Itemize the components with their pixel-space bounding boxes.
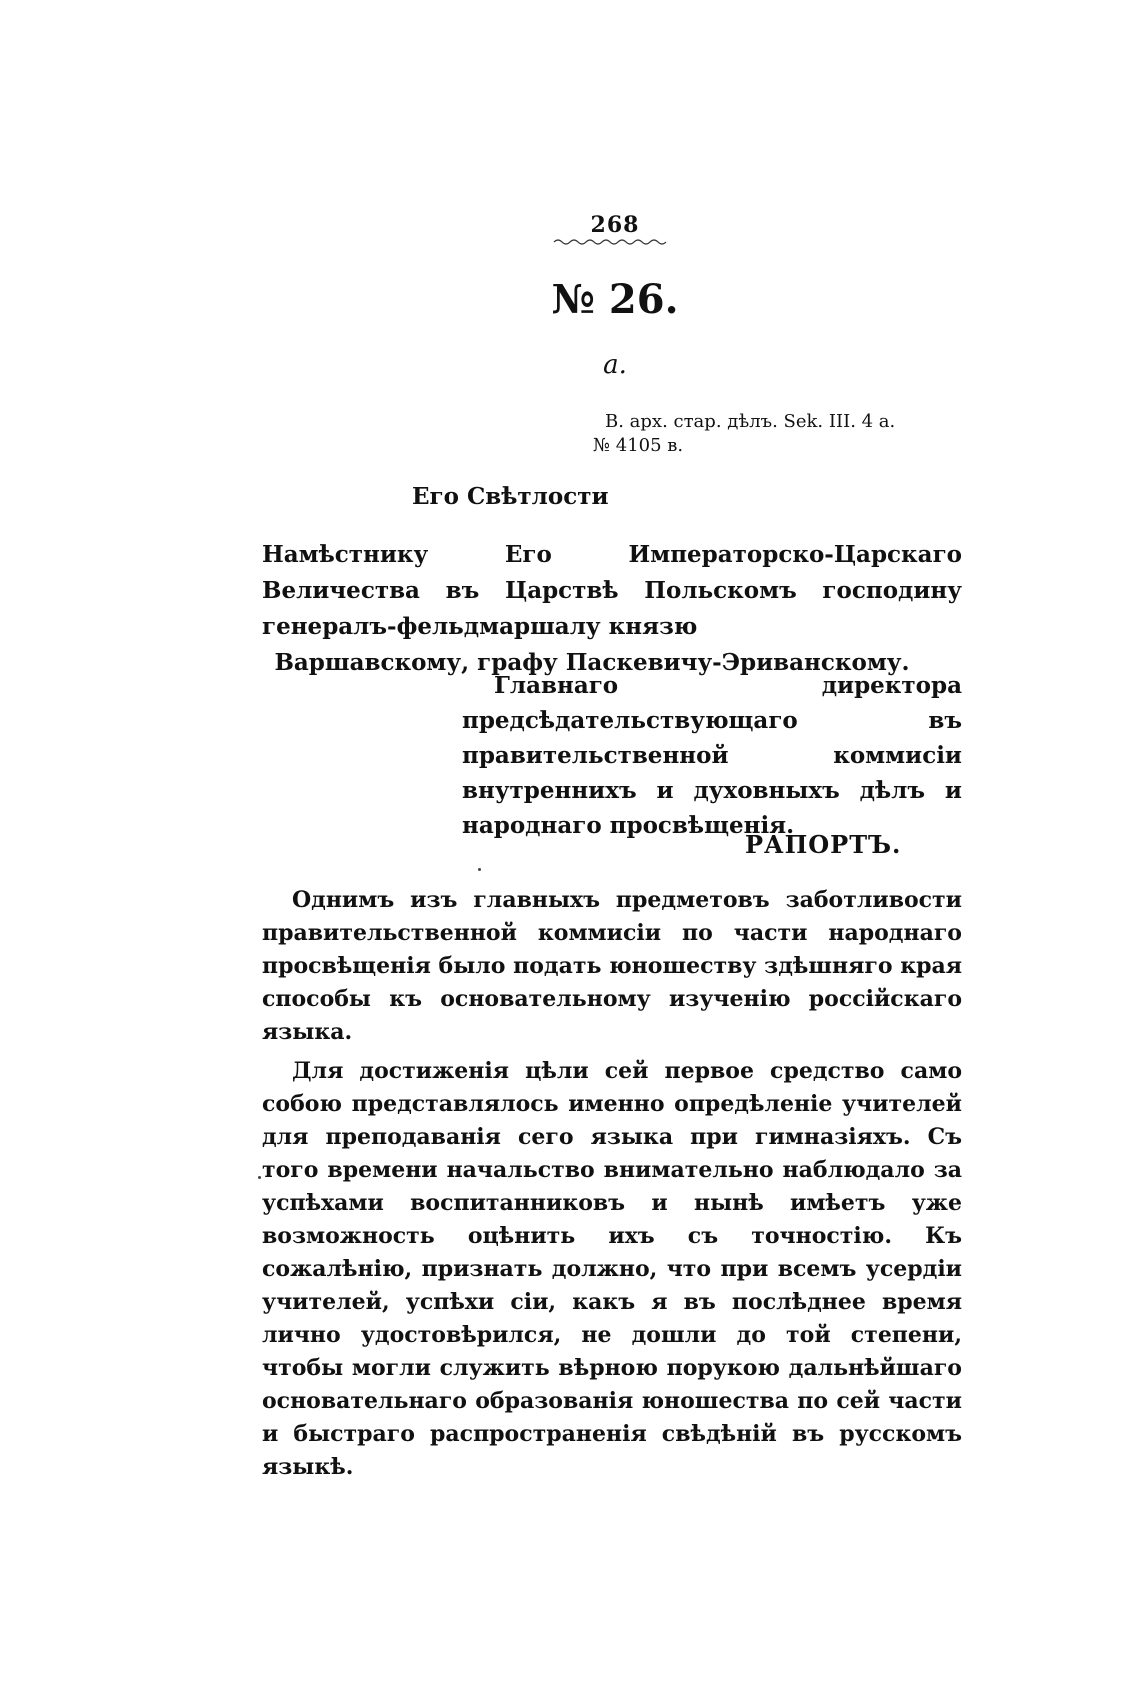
addressee-block: [262, 537, 962, 681]
paragraph: Однимъ изъ главныхъ предметовъ заботливости правительственной коммисіи по части народнаго просвѣщенія было подать юношеству здѣшняго края способы къ основательному изученію россійскаго языка.: [262, 887, 962, 1045]
archive-reference-line2: № 4105 в.: [593, 435, 684, 456]
sender-block: Главнаго директора предсѣдательствующаго въ правительственной коммисіи внутреннихъ и духовныхъ дѣлъ и народнаго просвѣщенія.: [462, 672, 962, 839]
report-heading: РАПОРТЪ.: [745, 830, 902, 859]
archive-reference-line1: В. арх. стар. дѣлъ. Sek. III. 4 a.: [605, 411, 896, 432]
print-speck: [258, 1176, 261, 1179]
page-number: 268: [590, 212, 640, 238]
addressee-text: Намѣстнику Его Императорско-Царскаго Величества въ Царствѣ Польскомъ господину генералъ-фельдмаршалу князю: [262, 541, 962, 640]
wavy-rule-ornament: [552, 236, 672, 248]
report-body: [262, 884, 962, 1490]
archive-reference: [593, 410, 985, 458]
addressee-title: Его Свѣтлости: [412, 483, 609, 510]
paragraph: Для достиженія цѣли сей первое средство само собою представлялось именно опредѣленіе учителей для преподаванія сего языка при гимназіяхъ. Съ того времени начальство внимательно наблюдало за успѣхами воспитанниковъ и нынѣ имѣетъ уже возможность оцѣнить ихъ съ точностію. Къ сожалѣнію, признать должно, что при всемъ усердіи учителей, успѣхи сіи, какъ я въ послѣднее время лично удостовѣрился, не дошли до той степени, чтобы могли служить вѣрною порукою дальнѣйшаго основательнаго образованія юношества по сей части и быстраго распространенія свѣдѣній въ русскомъ языкѣ.: [262, 1058, 962, 1480]
document-sub-letter: a.: [603, 350, 627, 380]
addressee-last-line: Варшавскому, графу Паскевичу-Эриванскому.: [274, 649, 910, 676]
print-speck: [478, 868, 481, 871]
document-number: № 26.: [551, 276, 679, 323]
